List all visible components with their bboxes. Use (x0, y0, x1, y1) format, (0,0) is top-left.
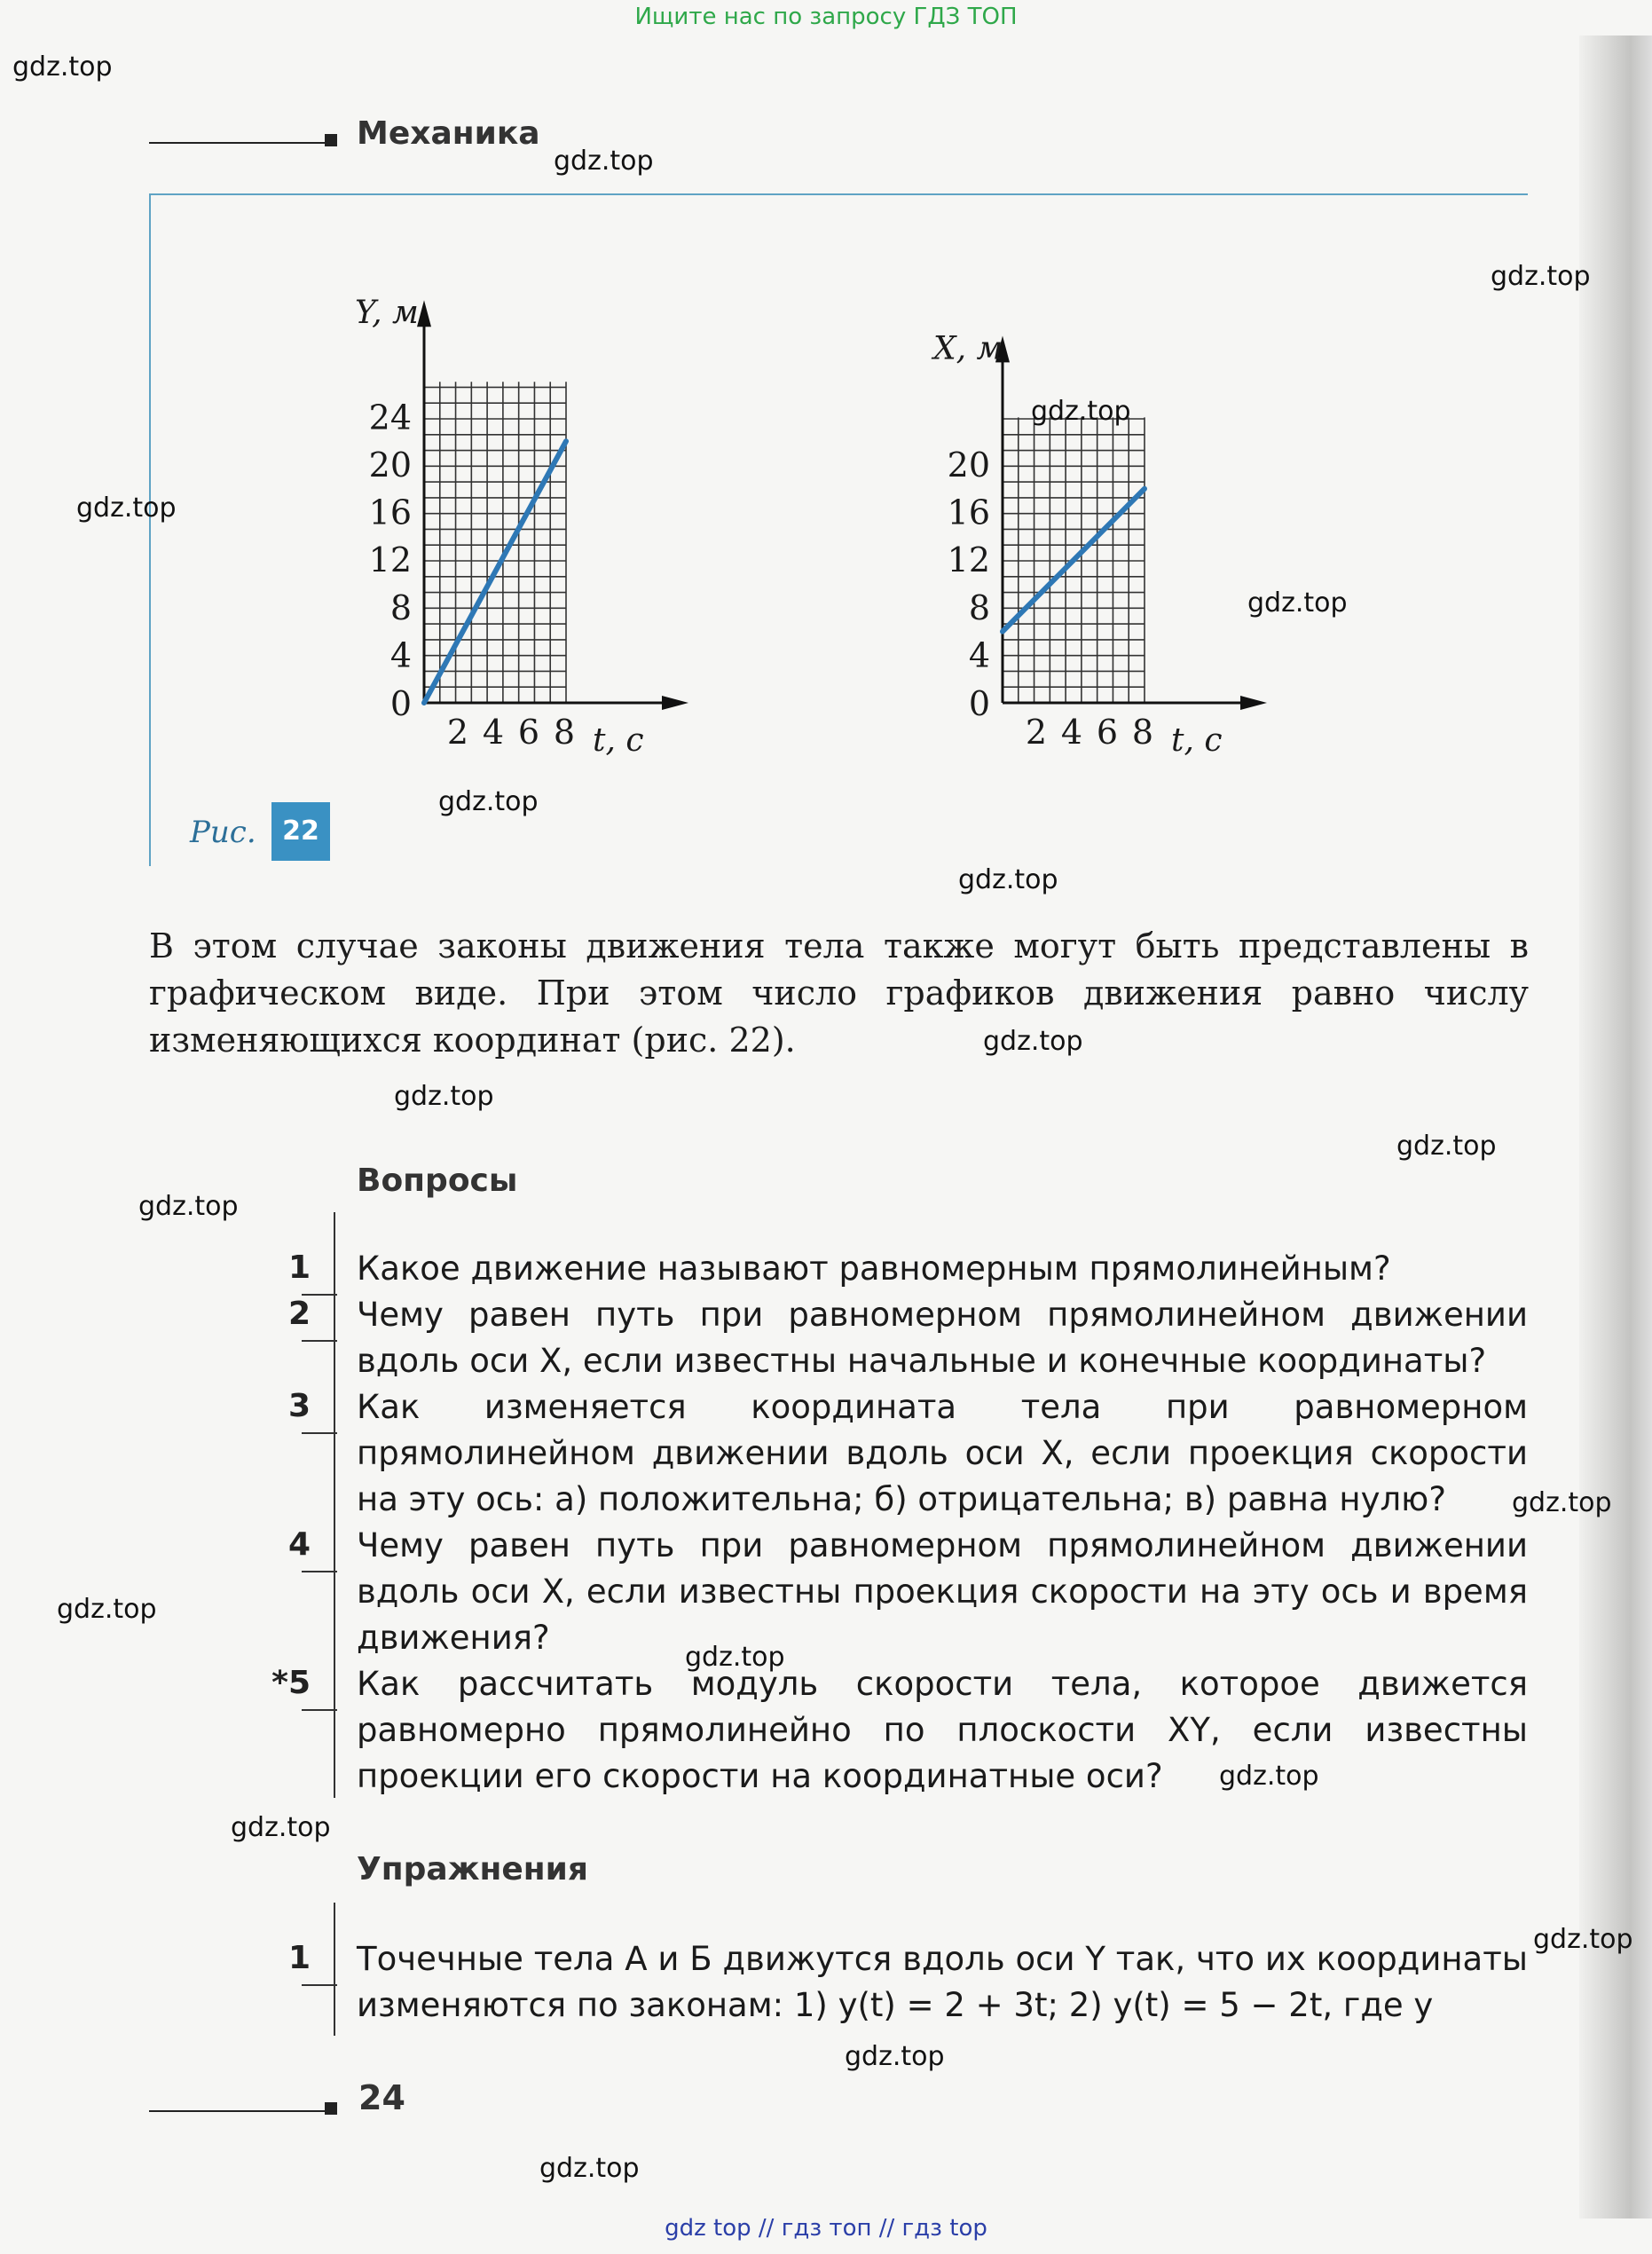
watermark[interactable]: gdz.top (138, 1191, 239, 1222)
y-tick-label: 8 (389, 587, 412, 627)
watermark[interactable]: gdz.top (845, 2041, 945, 2072)
exercise-text: Точечные тела А и Б движутся вдоль оси Y так, что их координаты изменяются по законам: 1) y(t) = 2 + 3t; 2) y(t) = 5 − 2t, где y (357, 1940, 1528, 2024)
watermark[interactable]: gdz.top (1396, 1131, 1497, 1162)
watermark[interactable]: gdz.top (1031, 396, 1131, 427)
watermark[interactable]: gdz.top (1491, 261, 1591, 292)
page-edge-shadow (1579, 35, 1652, 2219)
origin-label: 0 (389, 684, 412, 723)
y-tick-label: 20 (368, 445, 412, 485)
section-title: Механика (357, 115, 540, 152)
y-tick-label: 4 (389, 635, 412, 675)
question-tick (302, 1571, 337, 1572)
bottom-banner[interactable]: gdz top // гдз топ // гдз top (665, 2215, 987, 2242)
x-tick-label: 4 (1060, 713, 1083, 752)
figure-caption-word: Рис. (190, 815, 256, 850)
footer-square-icon (325, 2102, 337, 2115)
watermark[interactable]: gdz.top (12, 51, 113, 83)
watermark[interactable]: gdz.top (983, 1026, 1083, 1057)
watermark[interactable]: gdz.top (539, 2153, 640, 2184)
x-tick-label: 4 (482, 713, 505, 752)
watermark[interactable]: gdz.top (554, 146, 654, 177)
watermark[interactable]: gdz.top (1512, 1487, 1612, 1518)
x-axis-label: t, с (593, 722, 644, 759)
series-line (1003, 489, 1145, 632)
body-paragraph: В этом случае законы движения тела также могут быть представлены в графическом виде. При этом число графиков движения равно числу изменяющихся координат (рис. 22). (149, 926, 1529, 1060)
watermark[interactable]: gdz.top (438, 786, 539, 817)
series-line (424, 441, 566, 703)
question-number: 4 (287, 1526, 311, 1563)
x-axis-label: t, с (1171, 722, 1223, 759)
question-number: *5 (271, 1665, 311, 1701)
question-number: 1 (287, 1249, 311, 1286)
y-tick-label: 12 (947, 540, 990, 580)
watermark[interactable]: gdz.top (1533, 1924, 1633, 1955)
question-text: Чему равен путь при равномерном прямолинейном движении вдоль оси X, если известны начальные и конечные координаты? (357, 1296, 1528, 1380)
origin-label: 0 (968, 684, 990, 723)
y-tick-label: 8 (968, 587, 990, 627)
question-tick (302, 1432, 337, 1434)
y-axis-arrow (417, 300, 431, 327)
header-rule (149, 142, 326, 144)
y-axis-label: Y, м (355, 295, 419, 332)
watermark[interactable]: gdz.top (57, 1594, 157, 1625)
question-number: 2 (287, 1296, 311, 1332)
y-tick-label: 12 (368, 540, 412, 580)
exercise-number: 1 (287, 1940, 311, 1976)
x-axis-arrow (1240, 696, 1267, 710)
x-tick-label: 6 (517, 713, 540, 752)
y-axis-label: X, м (933, 330, 1003, 367)
y-tick-label: 20 (947, 445, 990, 485)
question-text: Как рассчитать модуль скорости тела, которое движется равномерно прямолинейно по плоскости XY, если известны проекции его скорости на координатные оси? (357, 1665, 1528, 1795)
chart-left (355, 295, 688, 759)
watermark[interactable]: gdz.top (1247, 587, 1348, 619)
watermark[interactable]: gdz.top (958, 864, 1058, 895)
watermark[interactable]: gdz.top (394, 1081, 494, 1112)
question-text: Какое движение называют равномерным прямолинейным? (357, 1249, 1391, 1288)
question-number: 3 (287, 1388, 311, 1424)
watermark[interactable]: gdz.top (1219, 1761, 1319, 1792)
question-text: Чему равен путь при равномерном прямолинейном движении вдоль оси X, если известны проекция скорости на эту ось и время движения? (357, 1526, 1528, 1657)
figure-number-badge: 22 (271, 802, 330, 861)
footer-rule (149, 2110, 326, 2112)
x-tick-label: 8 (1131, 713, 1154, 752)
header-square-icon (325, 134, 337, 146)
question-tick (302, 1709, 337, 1711)
x-tick-label: 2 (446, 713, 469, 752)
x-tick-label: 2 (1025, 713, 1048, 752)
watermark[interactable]: gdz.top (231, 1812, 331, 1843)
x-tick-label: 8 (553, 713, 576, 752)
y-tick-label: 16 (947, 493, 990, 532)
questions-title: Вопросы (357, 1162, 518, 1199)
exercises-title: Упражнения (357, 1851, 589, 1888)
exercises-bracket (334, 1903, 335, 2036)
y-tick-label: 4 (968, 635, 990, 675)
chart-right (931, 330, 1267, 759)
exercise-tick (302, 1984, 337, 1986)
x-axis-arrow (662, 696, 688, 710)
watermark[interactable]: gdz.top (76, 493, 177, 524)
page-number: 24 (358, 2078, 405, 2117)
question-tick (302, 1340, 337, 1342)
question-text: Как изменяется координата тела при равномерном прямолинейном движении вдоль оси X, если проекция скорости на эту ось: а) положительна; б) отрицательна; в) равна нулю? (357, 1388, 1528, 1518)
figure-22 (151, 195, 1526, 864)
top-banner[interactable]: Ищите нас по запросу ГДЗ ТОП (634, 4, 1018, 30)
y-tick-label: 16 (368, 493, 412, 532)
y-tick-label: 24 (368, 398, 412, 437)
x-tick-label: 6 (1096, 713, 1119, 752)
watermark[interactable]: gdz.top (685, 1642, 785, 1673)
